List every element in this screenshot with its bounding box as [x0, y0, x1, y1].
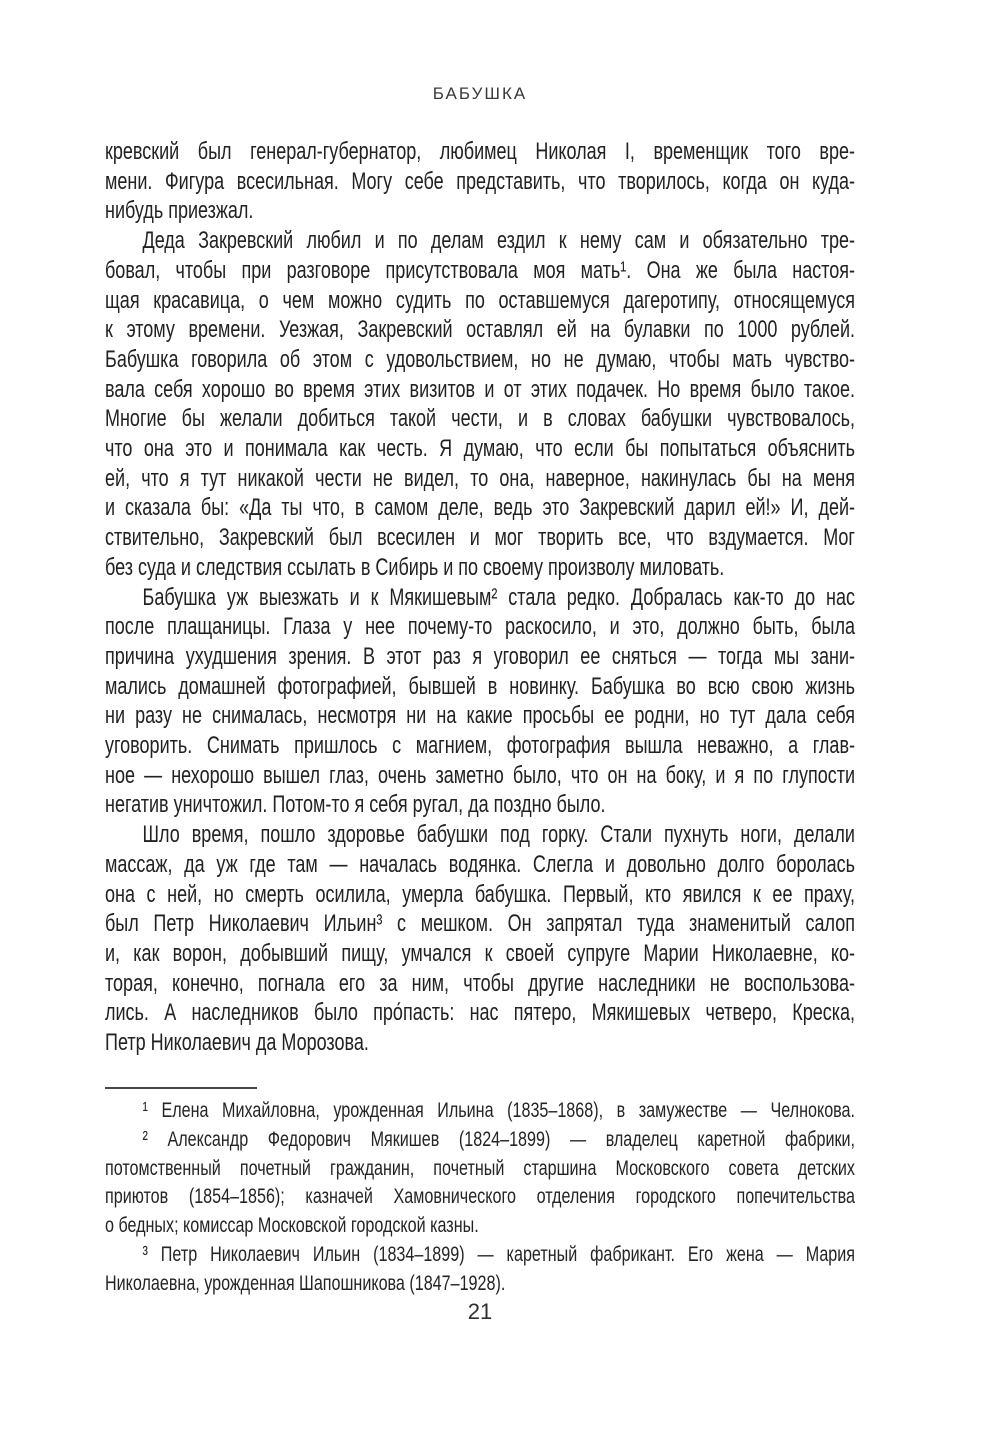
paragraph [105, 226, 855, 582]
footnote-line: о бедных; комиссар Московской городской казны. [105, 1213, 479, 1238]
body-line: вала себя хорошо во время этих визитов и от этих подачек. Но время было такое. [105, 375, 855, 403]
footnote-separator [105, 1087, 257, 1089]
body-line: кревский был генерал-губернатор, любимец Николая I, временщик того вре- [105, 138, 855, 165]
body-line: щая красавица, о чем можно судить по оставшемуся дагеротипу, относящемуся [105, 286, 855, 314]
body-line: после плащаницы. Глаза у нее почему-то раскосило, и это, должно быть, была [105, 613, 855, 641]
paragraph [105, 1125, 855, 1240]
footnote-line: приютов (1854–1856); казначей Хамовнического отделения городского попечительства [105, 1184, 855, 1209]
body-line: к этому времени. Уезжая, Закревский оставлял ей на булавки по 1000 рублей. [105, 316, 855, 344]
page-number: 21 [467, 1299, 493, 1324]
paragraph [105, 1240, 855, 1298]
body-line: ное — нехорошо вышел глаз, очень заметно было, что он на боку, и я по глупости [105, 761, 855, 789]
footnote-line: ¹ Елена Михайловна, урожденная Ильина (1835–1868), в замужестве — Челнокова. [142, 1098, 855, 1122]
body-line: торая, конечно, погнала его за ним, чтобы другие наследники не воспользова- [105, 969, 855, 997]
body-line: Бабушка уж выезжать и к Мякишевым² стала редко. Добралась как-то до нас [142, 583, 855, 611]
body-line: Шло время, пошло здоровье бабушки под горку. Стали пухнуть ноги, делали [142, 821, 855, 849]
body-line: бовал, чтобы при разговоре присутствовала моя мать¹. Она же была настоя- [105, 256, 855, 284]
body-line: без суда и следствия ссылать в Сибирь и по своему произволу миловать. [105, 553, 725, 581]
body-line: Многие бы желали добиться такой чести, и в словах бабушки чувствовалось, [105, 405, 855, 433]
body-line: лись. А наследников было про́пасть: нас пятеро, Мякишевых четверо, Креска, [105, 999, 855, 1027]
footnote-line: Николаевна, урожденная Шапошникова (1847–1928). [105, 1270, 506, 1295]
footnote-line: ³ Петр Николаевич Ильин (1834–1899) — каретный фабрикант. Его жена — Мария [142, 1241, 855, 1266]
body-line: она с ней, но смерть осилила, умерла бабушка. Первый, кто явился к ее праху, [105, 880, 855, 908]
body-line: ствительно, Закревский был всесилен и мог творить все, что вздумается. Мог [105, 524, 855, 552]
body-line: Деда Закревский любил и по делам ездил к нему сам и обязательно тре- [142, 227, 855, 255]
body-line: нибудь приезжал. [105, 197, 254, 225]
body-line: массаж, да уж где там — началась водянка. Слегла и довольно долго боролась [105, 850, 855, 878]
body-line: и, как ворон, добывший пищу, умчался к своей супруге Марии Николаевне, ко- [105, 939, 855, 967]
footnotes [105, 1096, 855, 1298]
paragraph [105, 583, 855, 821]
body-line: уговорить. Снимать пришлось с магнием, фотография вышла неважно, а глав- [105, 732, 855, 760]
body-line: был Петр Николаевич Ильин³ с мешком. Он запрятал туда знаменитый салоп [105, 910, 855, 938]
running-head: БАБУШКА [432, 84, 528, 103]
body-line: что она это и понимала как честь. Я думаю, что если бы попытаться объяснить [105, 435, 855, 463]
paragraph [105, 1096, 855, 1125]
footnote-line: потомственный почетный гражданин, почетный старшина Московского совета детских [105, 1155, 855, 1180]
body-text [105, 137, 855, 1058]
body-line: ни разу не снималась, несмотря ни на какие просьбы ее родни, но тут дала себя [105, 702, 855, 730]
body-line: Бабушка говорила об этом с удовольствием, но не думаю, чтобы мать чувство- [105, 345, 855, 373]
body-line: ей, что я тут никакой чести не видел, то она, наверное, накинулась бы на меня [105, 464, 855, 492]
footnote-line: ² Александр Федорович Мякишев (1824–1899) — владелец каретной фабрики, [142, 1126, 855, 1151]
body-line: Петр Николаевич да Морозова. [105, 1029, 369, 1057]
body-line: мались домашней фотографией, бывшей в новинку. Бабушка во всю свою жизнь [105, 672, 855, 700]
body-line: мени. Фигура всесильная. Могу себе представить, что творилось, когда он куда- [105, 167, 855, 195]
paragraph [105, 137, 855, 226]
paragraph [105, 820, 855, 1058]
body-line: негатив уничтожил. Потом-то я себя ругал, да поздно было. [105, 791, 606, 819]
body-line: и сказала бы: «Да ты что, в самом деле, ведь это Закревский дарил ей!» И, дей- [105, 494, 855, 522]
body-line: причина ухудшения зрения. В этот раз я уговорил ее сняться — тогда мы зани- [105, 642, 855, 670]
